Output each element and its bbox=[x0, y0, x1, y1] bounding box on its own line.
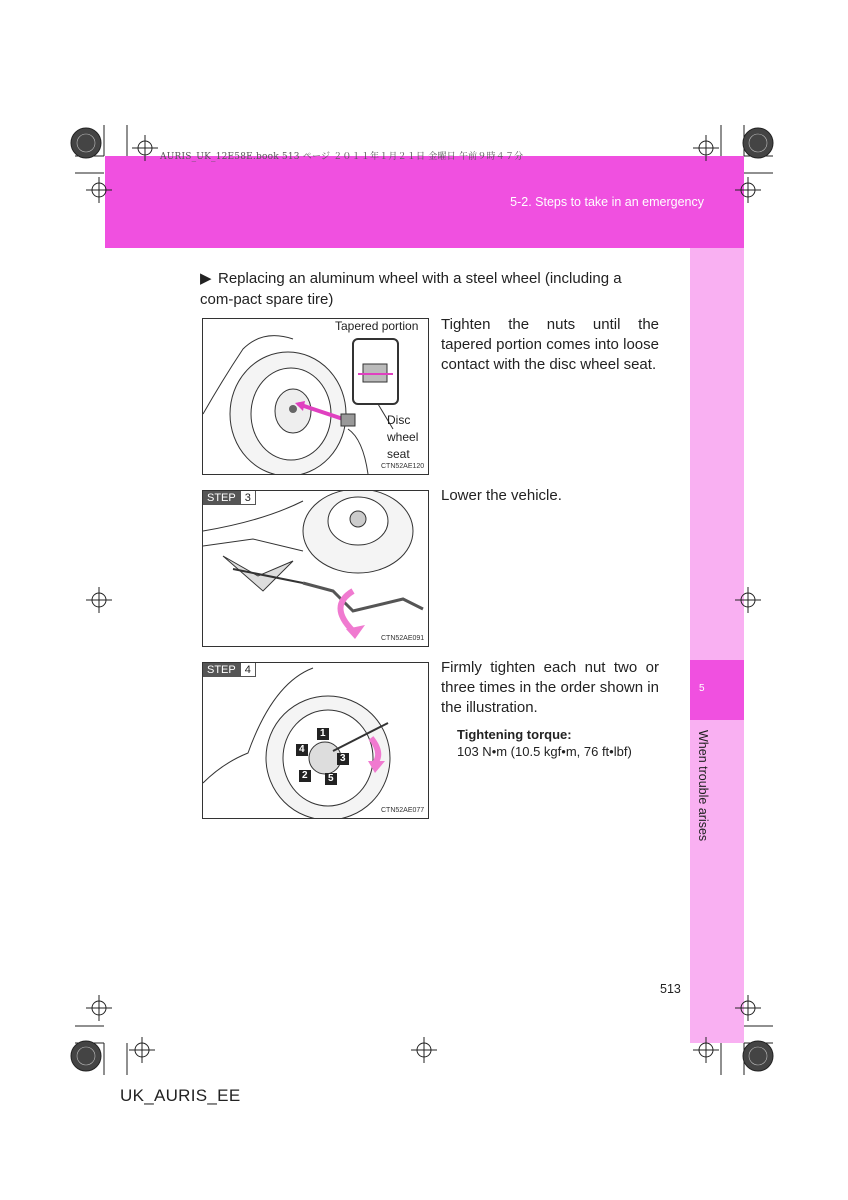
print-info: AURIS_UK_12E58E.book 513 ページ ２０１１年１月２１日 金曜日 午前９時４７分 bbox=[160, 152, 524, 162]
label-tapered-portion: Tapered portion bbox=[335, 319, 419, 333]
figure-code: CTN52AE077 bbox=[381, 807, 425, 814]
footer-id: UK_AURIS_EE bbox=[120, 1086, 241, 1105]
page-number: 513 bbox=[660, 982, 681, 996]
nut-label-5: 5 bbox=[328, 773, 334, 784]
instruction-tighten: Tighten the nuts until the tapered portion comes into loose contact with the disc wheel seat. bbox=[441, 316, 659, 373]
chapter-title: When trouble arises bbox=[696, 730, 710, 842]
label-wheel: wheel bbox=[387, 430, 419, 444]
intro-text: Replacing an aluminum wheel with a steel wheel (including a com-pact spare tire) bbox=[200, 270, 622, 308]
instruction-lower: Lower the vehicle. bbox=[441, 487, 562, 504]
figure-code: CTN52AE120 bbox=[381, 463, 425, 470]
label-seat: seat bbox=[387, 447, 410, 461]
section-title: 5-2. Steps to take in an emergency bbox=[510, 195, 704, 209]
nut-label-3: 3 bbox=[340, 753, 346, 764]
figure-code: CTN52AE091 bbox=[381, 635, 425, 642]
nut-label-1: 1 bbox=[320, 728, 326, 739]
step-label: STEP bbox=[203, 663, 240, 677]
step-number: 3 bbox=[240, 491, 256, 505]
nut-label-4: 4 bbox=[299, 744, 305, 755]
label-disc: Disc bbox=[387, 413, 411, 427]
instruction-firmly: Firmly tighten each nut two or three times in the order shown in the illustration. bbox=[441, 659, 659, 716]
torque-label: Tightening torque: bbox=[457, 727, 572, 742]
nut-label-2: 2 bbox=[302, 770, 308, 781]
step-label: STEP bbox=[203, 491, 240, 505]
step-number: 4 bbox=[240, 663, 256, 677]
triangle-bullet-icon: ▶ bbox=[200, 270, 212, 287]
chapter-number: 5 bbox=[699, 683, 705, 694]
torque-value: 103 N•m (10.5 kgf•m, 76 ft•lbf) bbox=[457, 744, 632, 759]
